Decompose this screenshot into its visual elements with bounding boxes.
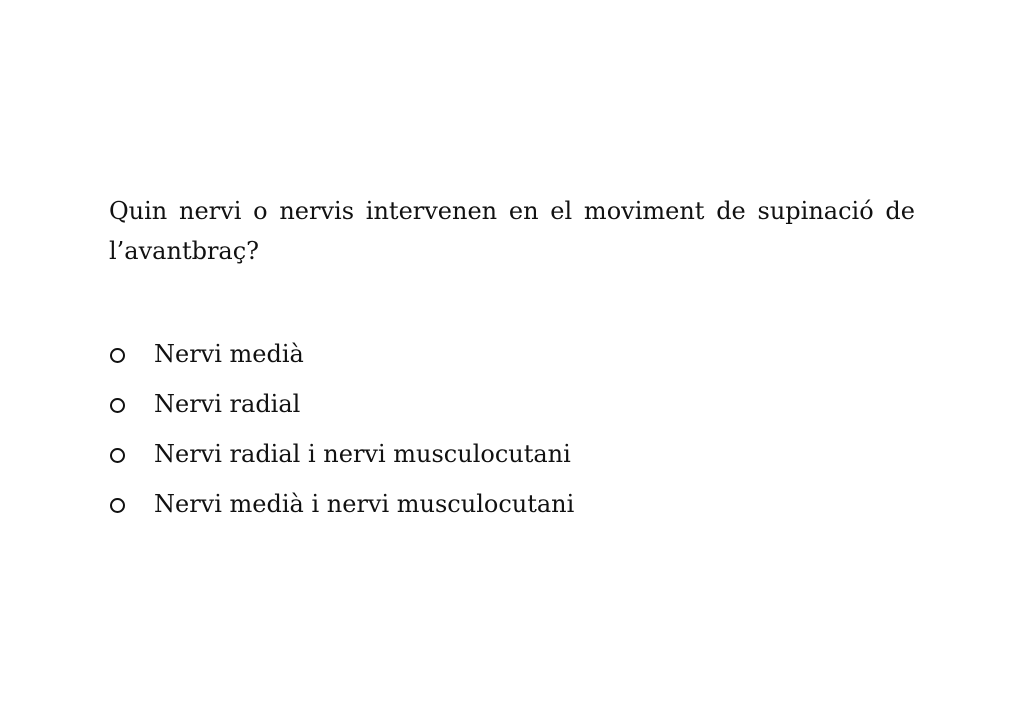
- radio-button[interactable]: [110, 398, 125, 413]
- answer-options: [110, 329, 574, 529]
- option-nervi-media-musculocutani[interactable]: [110, 479, 574, 529]
- question-text: Quin nervi o nervis intervenen en el moviment de supinació de l’avantbraç?: [109, 197, 915, 265]
- option-label: Nervi radial: [154, 390, 301, 418]
- option-nervi-radial-musculocutani[interactable]: [110, 429, 574, 479]
- radio-button[interactable]: [110, 348, 125, 363]
- option-nervi-media[interactable]: [110, 329, 574, 379]
- option-nervi-radial[interactable]: [110, 379, 574, 429]
- radio-button[interactable]: [110, 498, 125, 513]
- option-label: Nervi medià i nervi musculocutani: [154, 490, 575, 518]
- radio-button[interactable]: [110, 448, 125, 463]
- option-label: Nervi radial i nervi musculocutani: [154, 440, 571, 468]
- option-label: Nervi medià: [154, 340, 304, 368]
